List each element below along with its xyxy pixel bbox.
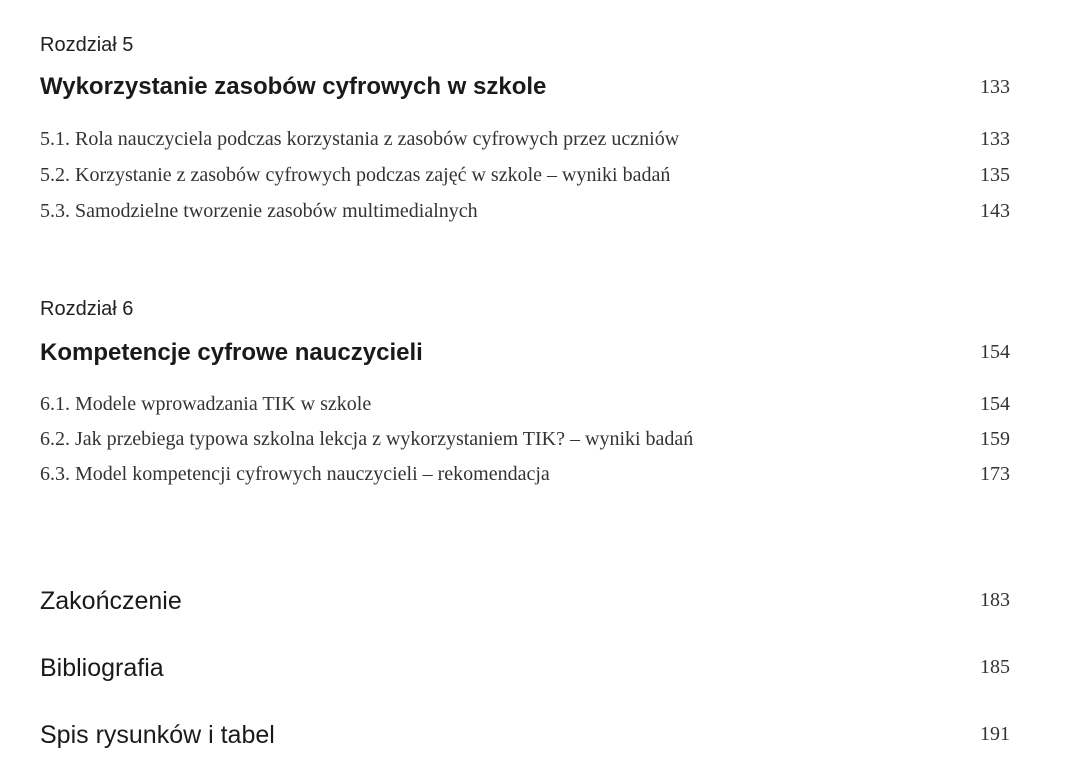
chapter-6-label: Rozdział 6 <box>40 298 134 320</box>
chapter-5-label: Rozdział 5 <box>40 34 134 56</box>
chapter-5-page: 133 <box>980 76 1010 98</box>
section-5-1[interactable]: 5.1. Rola nauczyciela podczas korzystania z zasobów cyfrowych przez uczniów <box>40 128 680 150</box>
chapter-6-page: 154 <box>980 341 1010 363</box>
section-6-3-page: 173 <box>980 463 1010 485</box>
section-5-2[interactable]: 5.2. Korzystanie z zasobów cyfrowych podczas zajęć w szkole – wyniki badań <box>40 164 671 186</box>
section-6-3[interactable]: 6.3. Model kompetencji cyfrowych nauczycieli – rekomendacja <box>40 463 550 485</box>
backmatter-conclusion-page: 183 <box>980 589 1010 611</box>
section-5-3[interactable]: 5.3. Samodzielne tworzenie zasobów multimedialnych <box>40 200 478 222</box>
section-6-2[interactable]: 6.2. Jak przebiega typowa szkolna lekcja z wykorzystaniem TIK? – wyniki badań <box>40 428 694 450</box>
section-5-2-page: 135 <box>980 164 1010 186</box>
section-6-1[interactable]: 6.1. Modele wprowadzania TIK w szkole <box>40 393 372 415</box>
section-5-3-page: 143 <box>980 200 1010 222</box>
backmatter-conclusion[interactable]: Zakończenie <box>40 587 182 615</box>
backmatter-bibliography[interactable]: Bibliografia <box>40 654 164 682</box>
section-6-2-page: 159 <box>980 428 1010 450</box>
chapter-6-title[interactable]: Kompetencje cyfrowe nauczycieli <box>40 339 423 366</box>
section-6-1-page: 154 <box>980 393 1010 415</box>
section-5-1-page: 133 <box>980 128 1010 150</box>
backmatter-figures-tables-page: 191 <box>980 723 1010 745</box>
chapter-5-title[interactable]: Wykorzystanie zasobów cyfrowych w szkole <box>40 73 547 100</box>
backmatter-figures-tables[interactable]: Spis rysunków i tabel <box>40 721 275 749</box>
backmatter-bibliography-page: 185 <box>980 656 1010 678</box>
